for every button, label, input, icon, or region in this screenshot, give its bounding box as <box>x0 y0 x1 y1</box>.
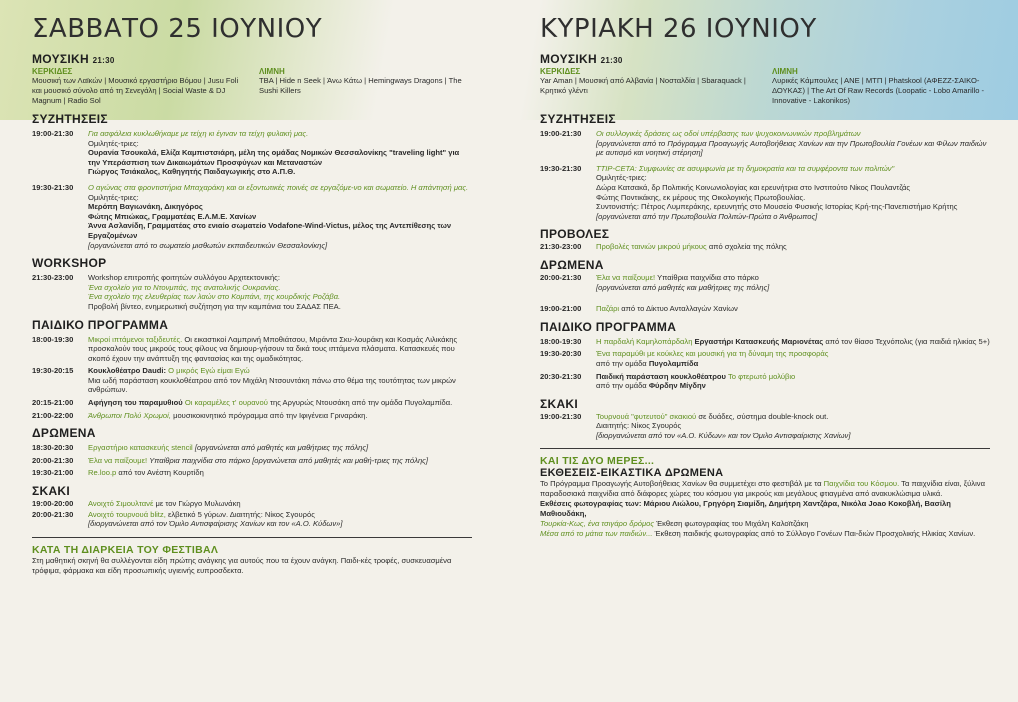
venue-kerkides: ΚΕΡΚΙΔΕΣ <box>32 67 73 76</box>
sunday-column <box>530 0 1000 702</box>
both-days-heading: ΚΑΙ ΤΙΣ ΔΥΟ ΜΕΡΕΣ... <box>540 455 655 468</box>
actions-heading: ΔΡΩΜΕΝΑ <box>32 426 96 441</box>
venue-kerkides-lineup: Μουσική των Λαϊκών | Μουσικό εργαστήριο Βόμου | Jusu Foli και μουσικό σύνολο από τη Σενεγάλη | Social Waste & DJ Magnum | Radio Sol <box>32 76 239 105</box>
music-heading: ΜΟΥΣΙΚΗ 21:30 <box>540 52 623 66</box>
event-row: 18:00-19:30 Μικροί ιπτάμενοι ταξιδευτές. Οι εικαστικοί Λαμπρινή Μποθιάτσου, Μιράντα Σκυ-λουράκη και Κοσμάς Λιλικάκης προσκαλούν τους μικρούς τους φίλους να δημιουρ-γήσουν τα δικά τους ιπτάμενα πλάσματα. Κατασκευές που σκοπό έχουν την ανάπτυξη της φαντασίας και της ομαδικότητας. <box>32 334 458 363</box>
music-venues <box>32 66 472 106</box>
music-heading: ΜΟΥΣΙΚΗ 21:30 <box>32 52 115 66</box>
event-row: 20:00-21:30 Ανοιχτό τουρνουά blitz, ελβετικό 5 γύρων. Διαιτητής: Νίκος Σγουρός [διοργανώνεται από τον Όμιλο Αντισφαίρισης Χανίων και τον «Α.Ο. Κύδων»] <box>32 509 343 529</box>
venue-limni-lineup: TBA | Hide n Seek | Άνω Κάτω | Hemingways Dragons | The Sushi Killers <box>259 76 462 95</box>
event-row: 20:15-21:00 Αφήγηση του παραμυθιού Οι καραμέλες τ' ουρανού της Αργυρώς Ντουσάκη από την ομάδα Πυγολαμπίδα. <box>32 398 453 408</box>
event-row: 19:30-21:30 TTIP-CETA: Συμφωνίες σε ασυμφωνία με τη δημοκρατία και τα συμφέροντα των πολιτών" Ομιλητές-τριες: Δώρα Κατσακά, δρ Πολιτικής Κοινωνιολογίας και ερευνήτρια στο Ινστιτούτο Νίκος Πουλαντζάς Φώτης Ποντικάκης, εκ μέρους της Οικολογικής Πρωτοβουλίας. Συντονιστής: Πέτρος Λυμπεράκης, ερευνητής στο Μουσείο Φυσικής Ιστορίας Κρή-της-Πανεπιστήμιο Κρήτης [οργανώνεται από την Πρωτοβουλία Πολιτών-Πρώτα ο Άνθρωπος] <box>540 163 958 221</box>
event-row: 19:30-21:30 Ο αγώνας στα φροντιστήρια Μπαχαράκη και οι εξοντωτικές ποινές σε εργαζόμε-νο και σωματείο. Η απάντησή μας. Ομιλητές-τριες: Μερόπη Βαγιωνάκη, Δικηγόρος Φώτης Μπιώκας, Γραμματέας Ε.Λ.Μ.Ε. Χανίων Άννα Ασλανίδη, Γραμματέας στο ενιαίο σωματείο Vodafone-Wind-Victus, μέλος της Αντεπίθεσης των Εργαζομένων [οργανώνεται από το σωματείο μισθωτών εκπαιδευτικών Θεσσαλονίκης] <box>32 182 469 250</box>
divider <box>540 448 990 449</box>
during-festival-text: Στη μαθητική σκηνή θα συλλέγονται είδη πρώτης ανάγκης για αυτούς που τα έχουν ανάγκη. Παιδι-κές τροφές, συσκευασμένα τρόφιμα, φάρμακα και είδη προσωπικής υγιεινής ευπροσδεκτα. <box>32 555 452 575</box>
event-row: 19:00-21:30 Τουρνουά "φυτευτού" σκακιού σε δυάδες, σύστημα double-knock out. Διαιτητής: Νίκος Σγουρός [διοργανώνεται από τον «Α.Ο. Κύδων» και τον Όμιλο Αντισφαίρισης Χανίων] <box>540 411 851 440</box>
kids-heading: ΠΑΙΔΙΚΟ ΠΡΟΓΡΑΜΜΑ <box>540 319 677 334</box>
exhibitions-heading: ΕΚΘΕΣΕΙΣ-ΕΙΚΑΣΤΙΚΑ ΔΡΩΜΕΝΑ <box>540 467 724 480</box>
event-row: 19:30-20:15 Κουκλοθέατρο Daudi: Ο μικρός Εγώ είμαι Εγώ Μια ωδή παράσταση κουκλοθέατρου από τον Μιχάλη Ντσουντάκη πάνω στο θέμα της τουτότητας των μικρών ανθρώπων. <box>32 366 456 395</box>
venue-kerkides: ΚΕΡΚΙΔΕΣ <box>540 67 581 76</box>
talks-heading: ΣΥΖΗΤΗΣΕΙΣ <box>540 112 616 126</box>
chess-heading: ΣΚΑΚΙ <box>540 396 579 411</box>
event-row: 20:00-21:30 Έλα να παίξουμε! Υπαίθρια παιχνίδια στο πάρκο [οργανώνεται από μαθητές και μαθή-τριες της πόλης] <box>32 455 428 465</box>
event-row: 21:30-23:00 Προβολές ταινιών μικρού μήκους από σχολεία της πόλης <box>540 242 787 252</box>
event-row: 19:00-20:00 Ανοιχτό Σιμουλτανέ με τον Γιώργο Μυλωνάκη <box>32 499 241 509</box>
event-row: 20:00-21:30 Έλα να παίξουμε! Υπαίθρια παιχνίδια στο πάρκο [οργανώνεται από μαθητές και μαθήτριες της πόλης] <box>540 272 770 292</box>
kids-heading: ΠΑΙΔΙΚΟ ΠΡΟΓΡΑΜΜΑ <box>32 317 169 332</box>
event-row: 18:30-20:30 Εργαστήριο κατασκευής stencil [οργανώνεται από μαθητές και μαθήτριες της πόλης] <box>32 443 369 453</box>
event-row: 18:00-19:30 Η παρδαλή Καμηλοπάρδαλη Εργαστήρι Κατασκευής Μαριονέτας από τον θίασο Τεχνόπολις (για παιδιά ηλικίας 5+) <box>540 336 990 346</box>
divider <box>32 537 472 538</box>
sunday-title: ΚΥΡΙΑΚΗ 26 ΙΟΥΝΙΟΥ <box>540 14 817 44</box>
exhibitions-text: Το Πρόγραμμα Προαγωγής Αυτοβοήθειας Χανίων θα συμμετέχει στο φεστιβάλ με τα Παιχνίδια του Κόσμου. Τα παιχνίδια είναι, ξύλινα παραδοσιακά παιχνίδια από διάφορες χώρες του κόσμου για μικρούς και μεγάλους φτιαγμένα από ανακυκλώσιμα υλικά. Εκθέσεις φωτογραφίας των: Μάριου Λιώλου, Γρηγόρη Σιαμίδη, Δημήτρη Χαντζάρα, Νικόλα Joao Κοκοβλή, Βασίλη Μαθιουδάκη, Τουρκία-Κως, ένα τσιγάρο δρόμος Έκθεση φωτογραφίας του Μιχάλη Καλοϊτζάκη Μέσα από το μάτια των παιδιών... Έκθεση παιδικής φωτογραφίας από το Σύλλογο Γονέων Παι-διών Προσχολικής Ηλικίας Χανίων. <box>540 479 985 539</box>
talks-heading: ΣΥΖΗΤΗΣΕΙΣ <box>32 112 108 126</box>
venue-limni: ΛΙΜΝΗ <box>259 67 285 76</box>
venue-kerkides-lineup: Yar Aman | Μουσική από Αλβανία | Νοσταλδία | Sbaraquack | Κρητικό γλέντι <box>540 76 746 95</box>
event-row: 19:30-21:00 Re.loo.p από τον Ανέστη Κουρτίδη <box>32 468 204 478</box>
event-row: 19:00-21:00 Παζάρι από το Δίκτυο Ανταλλαγών Χανίων <box>540 304 738 314</box>
saturday-column <box>22 0 482 702</box>
event-row: 20:30-21:30 Παιδική παράσταση κουκλοθέατρου Το φτερωτό μολύβιο από την ομάδα Φύρδην Μίγδην <box>540 371 796 391</box>
chess-heading: ΣΚΑΚΙ <box>32 484 71 499</box>
venue-limni: ΛΙΜΝΗ <box>772 67 798 76</box>
saturday-title: ΣΑΒΒΑΤΟ 25 ΙΟΥΝΙΟΥ <box>32 14 323 44</box>
event-row: 21:00-22:00 Άνθρωποι Πολύ Χρωμοί, μουσικοκινητικό πρόγραμμα από την Ιφιγένεια Γριναράκη. <box>32 410 368 420</box>
event-row: 19:00-21:30 Για ασφάλεια κυκλωθήκαμε με τείχη κι έγιναν τα τείχη φυλακή μας. Ομιλητές-τριες: Ουρανία Τσουκαλά, Ελίζα Καμπιστσιάρη, μέλη της ομάδας Νομικών Θεσσαλονίκης "traveling light" για την Υπεράσπιση των Δικαιωμάτων Προσφύγων και Μεταναστών Γιώργος Τσιάκαλος, Καθηγητής Παιδαγωγικής στο Α.Π.Θ. <box>32 129 460 177</box>
event-row: 19:00-21:30 Οι συλλογικές δράσεις ως οδοί υπέρβασης των ψυχοκοινωνικών προβλημάτων [οργανώνεται από το Πρόγραμμα Προαγωγής Αυτοβοήθειας Χανίων και την Πρωτοβουλία Γονέων και Φίλων παιδιών με αυτισμό και νοητική στέρηση] <box>540 129 987 158</box>
actions-heading: ΔΡΩΜΕΝΑ <box>540 257 604 272</box>
workshop-heading: WORKSHOP <box>32 256 107 271</box>
event-row: 19:30-20:30 Ένα παραμύθι με κούκλες και μουσική για τη δύναμη της προσφοράς από την ομάδα Πυγολαμπίδα <box>540 349 829 368</box>
during-festival-heading: ΚΑΤΑ ΤΗ ΔΙΑΡΚΕΙΑ ΤΟΥ ΦΕΣΤΙΒΑΛ <box>32 543 219 556</box>
screenings-heading: ΠΡΟΒΟΛΕΣ <box>540 227 610 242</box>
venue-limni-lineup: Λυρικές Κάμπουλες | ΑΝΕ | ΜΤΠ | Phatskool (ΑΦΕΖΖ-ΣΑΙΚΟ-ΔΟΥΚΑΣ) | The Art Of Raw Records (Loopatic - Lobo Amarillo - Innovative - Lakonikos) <box>772 76 985 105</box>
event-row: 21:30-23:00 Workshop επιτροπής φοιτητών συλλόγου Αρχιτεκτονικής: Ένα σχολείο για το Ντονμπάς, της ανατολικής Ουκρανίας. Ένα σχολείο της ελευθερίας των λαών στο Κομπάνι, της κουρδικής Ροζάβα. Προβολή βίντεο, ενημερωτική συζήτηση για την καμπάνια του ΣΑΔΑΣ ΠΕΑ. <box>32 273 341 311</box>
music-venues <box>540 66 990 106</box>
